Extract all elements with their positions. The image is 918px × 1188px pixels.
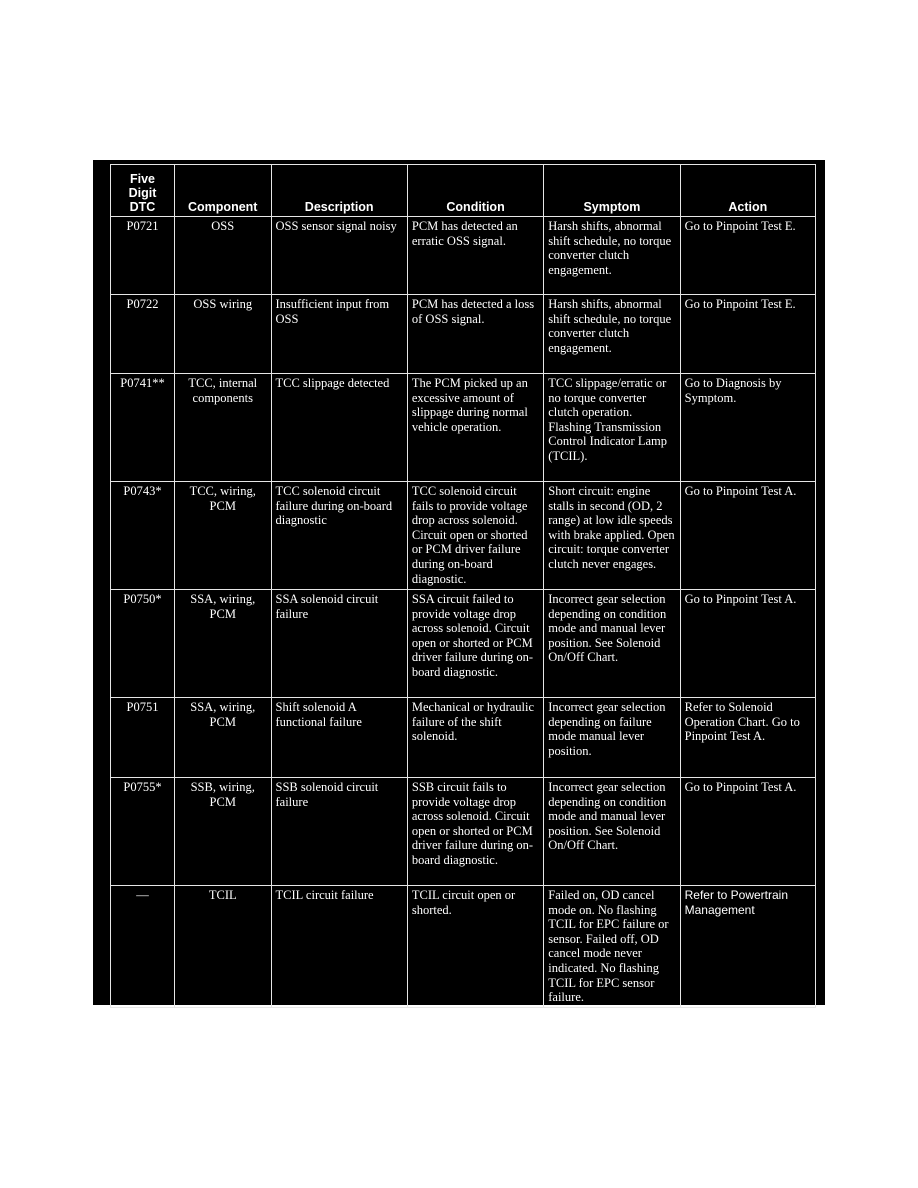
action-cell: Go to Pinpoint Test E. <box>680 217 815 295</box>
condition-cell: PCM has detected an erratic OSS signal. <box>407 217 543 295</box>
dtc-cell: P0755* <box>111 778 175 886</box>
component-cell: TCIL <box>174 886 271 1008</box>
condition-cell: Mechanical or hydraulic failure of the shift solenoid. <box>407 698 543 778</box>
header-dtc: Five Digit DTC <box>111 165 175 217</box>
table-row <box>111 778 816 886</box>
header-row <box>111 165 816 217</box>
dtc-cell: P0722 <box>111 295 175 374</box>
component-cell: OSS <box>174 217 271 295</box>
component-cell: OSS wiring <box>174 295 271 374</box>
symptom-cell: Failed on, OD cancel mode on. No flashing TCIL for EPC failure or sensor. Failed off, OD cancel mode never indicated. No flashing TCIL for EPC sensor failure. <box>544 886 680 1008</box>
dtc-cell: P0743* <box>111 482 175 590</box>
component-cell: SSA, wiring, PCM <box>174 590 271 698</box>
header-symptom: Symptom <box>544 165 680 217</box>
symptom-cell: Harsh shifts, abnormal shift schedule, no torque converter clutch engagement. <box>544 217 680 295</box>
condition-cell: SSA circuit failed to provide voltage drop across solenoid. Circuit open or shorted or PCM driver failure during on-board diagnostic. <box>407 590 543 698</box>
header-action: Action <box>680 165 815 217</box>
condition-cell: The PCM picked up an excessive amount of slippage during normal vehicle operation. <box>407 374 543 482</box>
symptom-cell: Incorrect gear selection depending on failure mode manual lever position. <box>544 698 680 778</box>
symptom-cell: Harsh shifts, abnormal shift schedule, no torque converter clutch engagement. <box>544 295 680 374</box>
table-row <box>111 482 816 590</box>
description-cell: TCIL circuit failure <box>271 886 407 1008</box>
component-cell: SSB, wiring, PCM <box>174 778 271 886</box>
table-row <box>111 295 816 374</box>
component-cell: SSA, wiring, PCM <box>174 698 271 778</box>
condition-cell: TCIL circuit open or shorted. <box>407 886 543 1008</box>
condition-cell: TCC solenoid circuit fails to provide voltage drop across solenoid. Circuit open or shorted or PCM driver failure during on-board diagnostic. <box>407 482 543 590</box>
header-description: Description <box>271 165 407 217</box>
action-cell: Go to Diagnosis by Symptom. <box>680 374 815 482</box>
symptom-cell: TCC slippage/erratic or no torque converter clutch operation. Flashing Transmission Control Indicator Lamp (TCIL). <box>544 374 680 482</box>
action-cell: Refer to Powertrain Management <box>680 886 815 1008</box>
action-cell: Refer to Solenoid Operation Chart. Go to Pinpoint Test A. <box>680 698 815 778</box>
component-cell: TCC, wiring, PCM <box>174 482 271 590</box>
dtc-cell: P0751 <box>111 698 175 778</box>
description-cell: TCC slippage detected <box>271 374 407 482</box>
dtc-cell: P0750* <box>111 590 175 698</box>
description-cell: Shift solenoid A functional failure <box>271 698 407 778</box>
table-row <box>111 217 816 295</box>
dtc-cell: P0741** <box>111 374 175 482</box>
table-row <box>111 886 816 1008</box>
symptom-cell: Incorrect gear selection depending on condition mode and manual lever position. See Solenoid On/Off Chart. <box>544 778 680 886</box>
dtc-cell: — <box>111 886 175 1008</box>
condition-cell: SSB circuit fails to provide voltage drop across solenoid. Circuit open or shorted or PCM driver failure during on-board diagnostic. <box>407 778 543 886</box>
table-row <box>111 374 816 482</box>
header-component: Component <box>174 165 271 217</box>
symptom-cell: Incorrect gear selection depending on condition mode and manual lever position. See Solenoid On/Off Chart. <box>544 590 680 698</box>
action-cell: Go to Pinpoint Test E. <box>680 295 815 374</box>
description-cell: SSB solenoid circuit failure <box>271 778 407 886</box>
description-cell: OSS sensor signal noisy <box>271 217 407 295</box>
component-cell: TCC, internal components <box>174 374 271 482</box>
dtc-cell: P0721 <box>111 217 175 295</box>
table-row <box>111 590 816 698</box>
symptom-cell: Short circuit: engine stalls in second (OD, 2 range) at low idle speeds with brake applied. Open circuit: torque converter clutch never engages. <box>544 482 680 590</box>
condition-cell: PCM has detected a loss of OSS signal. <box>407 295 543 374</box>
action-cell: Go to Pinpoint Test A. <box>680 590 815 698</box>
description-cell: SSA solenoid circuit failure <box>271 590 407 698</box>
action-cell: Go to Pinpoint Test A. <box>680 482 815 590</box>
description-cell: Insufficient input from OSS <box>271 295 407 374</box>
table-row <box>111 698 816 778</box>
header-condition: Condition <box>407 165 543 217</box>
scanned-table-image <box>93 160 825 1005</box>
dtc-table <box>110 164 816 1008</box>
action-cell: Go to Pinpoint Test A. <box>680 778 815 886</box>
description-cell: TCC solenoid circuit failure during on-board diagnostic <box>271 482 407 590</box>
